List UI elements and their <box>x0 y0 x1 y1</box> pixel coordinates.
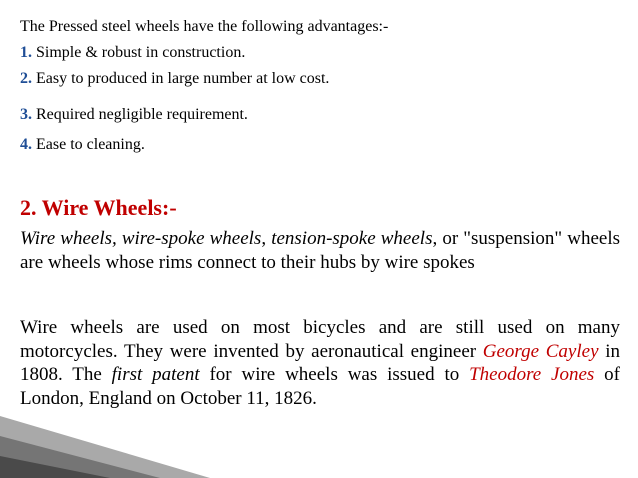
history-text-1: Wire wheels are used on most bicycles and are still used on many motorcycles. They were invented by aeronautical engineer <box>20 317 620 362</box>
advantage-item-1 <box>20 42 245 63</box>
history-text-3: for wire wheels was issued to <box>199 364 470 385</box>
separator: , <box>261 228 272 249</box>
definition-text: , or "suspension" wheels are wheels whose rims connect to their hubs by wire spokes <box>20 228 621 273</box>
first-patent-term: first patent <box>111 364 200 385</box>
term-tension-spoke: tension-spoke wheels <box>271 228 433 249</box>
intro-line: The Pressed steel wheels have the following advantages:- <box>20 18 389 35</box>
patent-holder-name: Theodore Jones <box>469 364 595 385</box>
advantage-item-3 <box>20 104 248 125</box>
inventor-name: George Cayley <box>482 340 599 362</box>
paragraph-history <box>20 316 620 410</box>
advantage-text: Required negligible requirement. <box>36 106 248 123</box>
advantage-number: 3. <box>20 106 32 123</box>
advantage-item-4 <box>20 134 145 155</box>
corner-decoration <box>0 408 210 478</box>
advantage-number: 4. <box>20 136 32 153</box>
advantage-number: 2. <box>20 70 32 87</box>
advantage-text: Ease to cleaning. <box>36 136 145 153</box>
paragraph-definition <box>20 227 620 274</box>
section-heading: 2. Wire Wheels:- <box>20 195 177 220</box>
history-text-2: in 1808. The <box>20 340 620 385</box>
advantage-text: Easy to produced in large number at low cost. <box>36 70 330 87</box>
advantage-text: Simple & robust in construction. <box>36 44 246 61</box>
advantage-number: 1. <box>20 44 32 61</box>
term-wire-wheels: Wire wheels, wire-spoke wheels <box>20 228 262 249</box>
advantage-item-2 <box>20 68 329 89</box>
history-text-4: of London, England on October 11, 1826. <box>20 364 620 409</box>
